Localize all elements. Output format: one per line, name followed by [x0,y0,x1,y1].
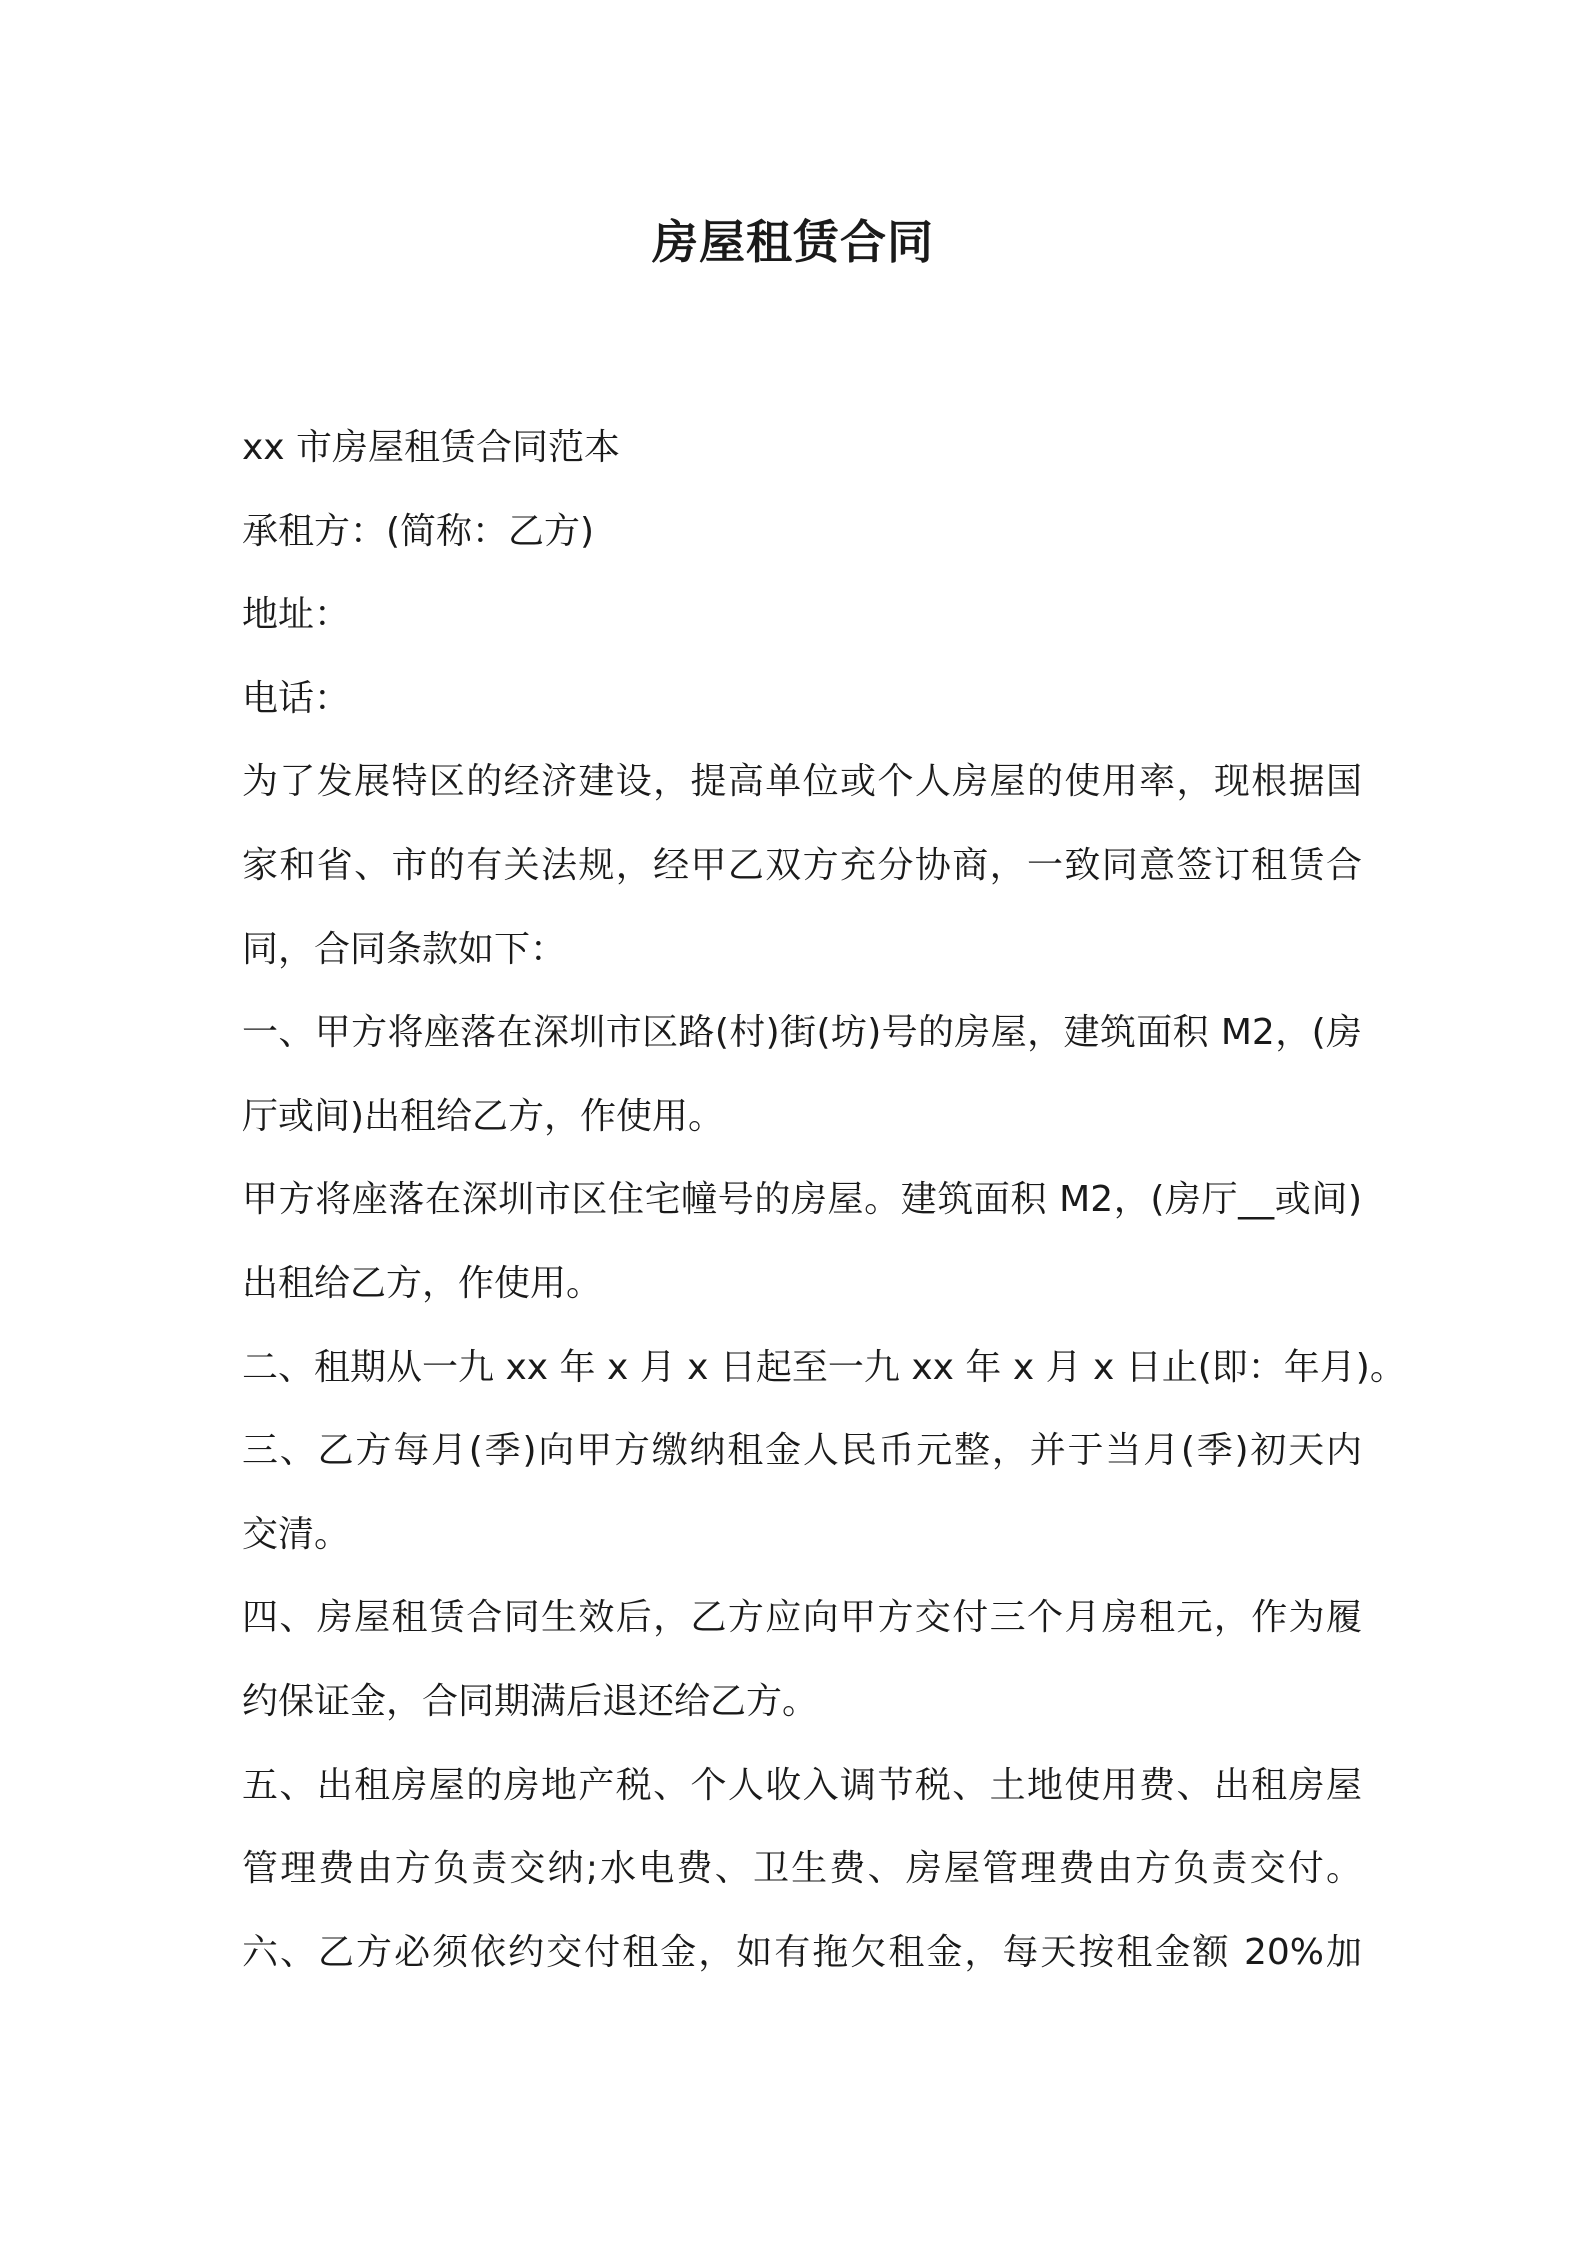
preamble-line: 为了发展特区的经济建设，提高单位或个人房屋的使用率，现根据国 [242,761,1362,803]
clause-line: 六、乙方必须依约交付租金，如有拖欠租金，每天按租金额 20%加 [242,1931,1362,1973]
clause-line: 一、甲方将座落在深圳市区路(村)街(坊)号的房屋，建筑面积 M2，(房 [242,1012,1362,1054]
preamble-line: 家和省、市的有关法规，经甲乙双方充分协商，一致同意签订租赁合 [242,844,1362,886]
contract-template-name: xx 市房屋租赁合同范本 [242,427,621,468]
preamble-line: 同，合同条款如下： [242,928,567,970]
address-line: 地址： [242,594,351,636]
clause-line: 出租给乙方，作使用。 [242,1262,603,1304]
phone-line: 电话： [242,677,351,719]
clause-line: 三、乙方每月(季)向甲方缴纳租金人民币元整，并于当月(季)初天内 [242,1430,1362,1472]
clause-line: 甲方将座落在深圳市区住宅幢号的房屋。建筑面积 M2，(房厅__或间) [242,1179,1362,1221]
document-title: 房屋租赁合同 [652,215,934,269]
clause-line: 四、房屋租赁合同生效后，乙方应向甲方交付三个月房租元，作为履 [242,1597,1362,1639]
lessee-line: 承租方：(简称：乙方) [242,510,595,552]
clause-line: 约保证金，合同期满后退还给乙方。 [242,1680,819,1722]
clause-line: 交清。 [242,1513,351,1555]
clause-line: 厅或间)出租给乙方，作使用。 [242,1095,725,1137]
clause-line: 五、出租房屋的房地产税、个人收入调节税、土地使用费、出租房屋 [242,1764,1362,1806]
document-body [242,406,1406,1994]
clause-line: 二、租期从一九 xx 年 x 月 x 日起至一九 xx 年 x 月 x 日止(即：年月)。 [242,1346,1406,1388]
clause-line: 管理费由方负责交纳;水电费、卫生费、房屋管理费由方负责交付。 [242,1848,1362,1890]
